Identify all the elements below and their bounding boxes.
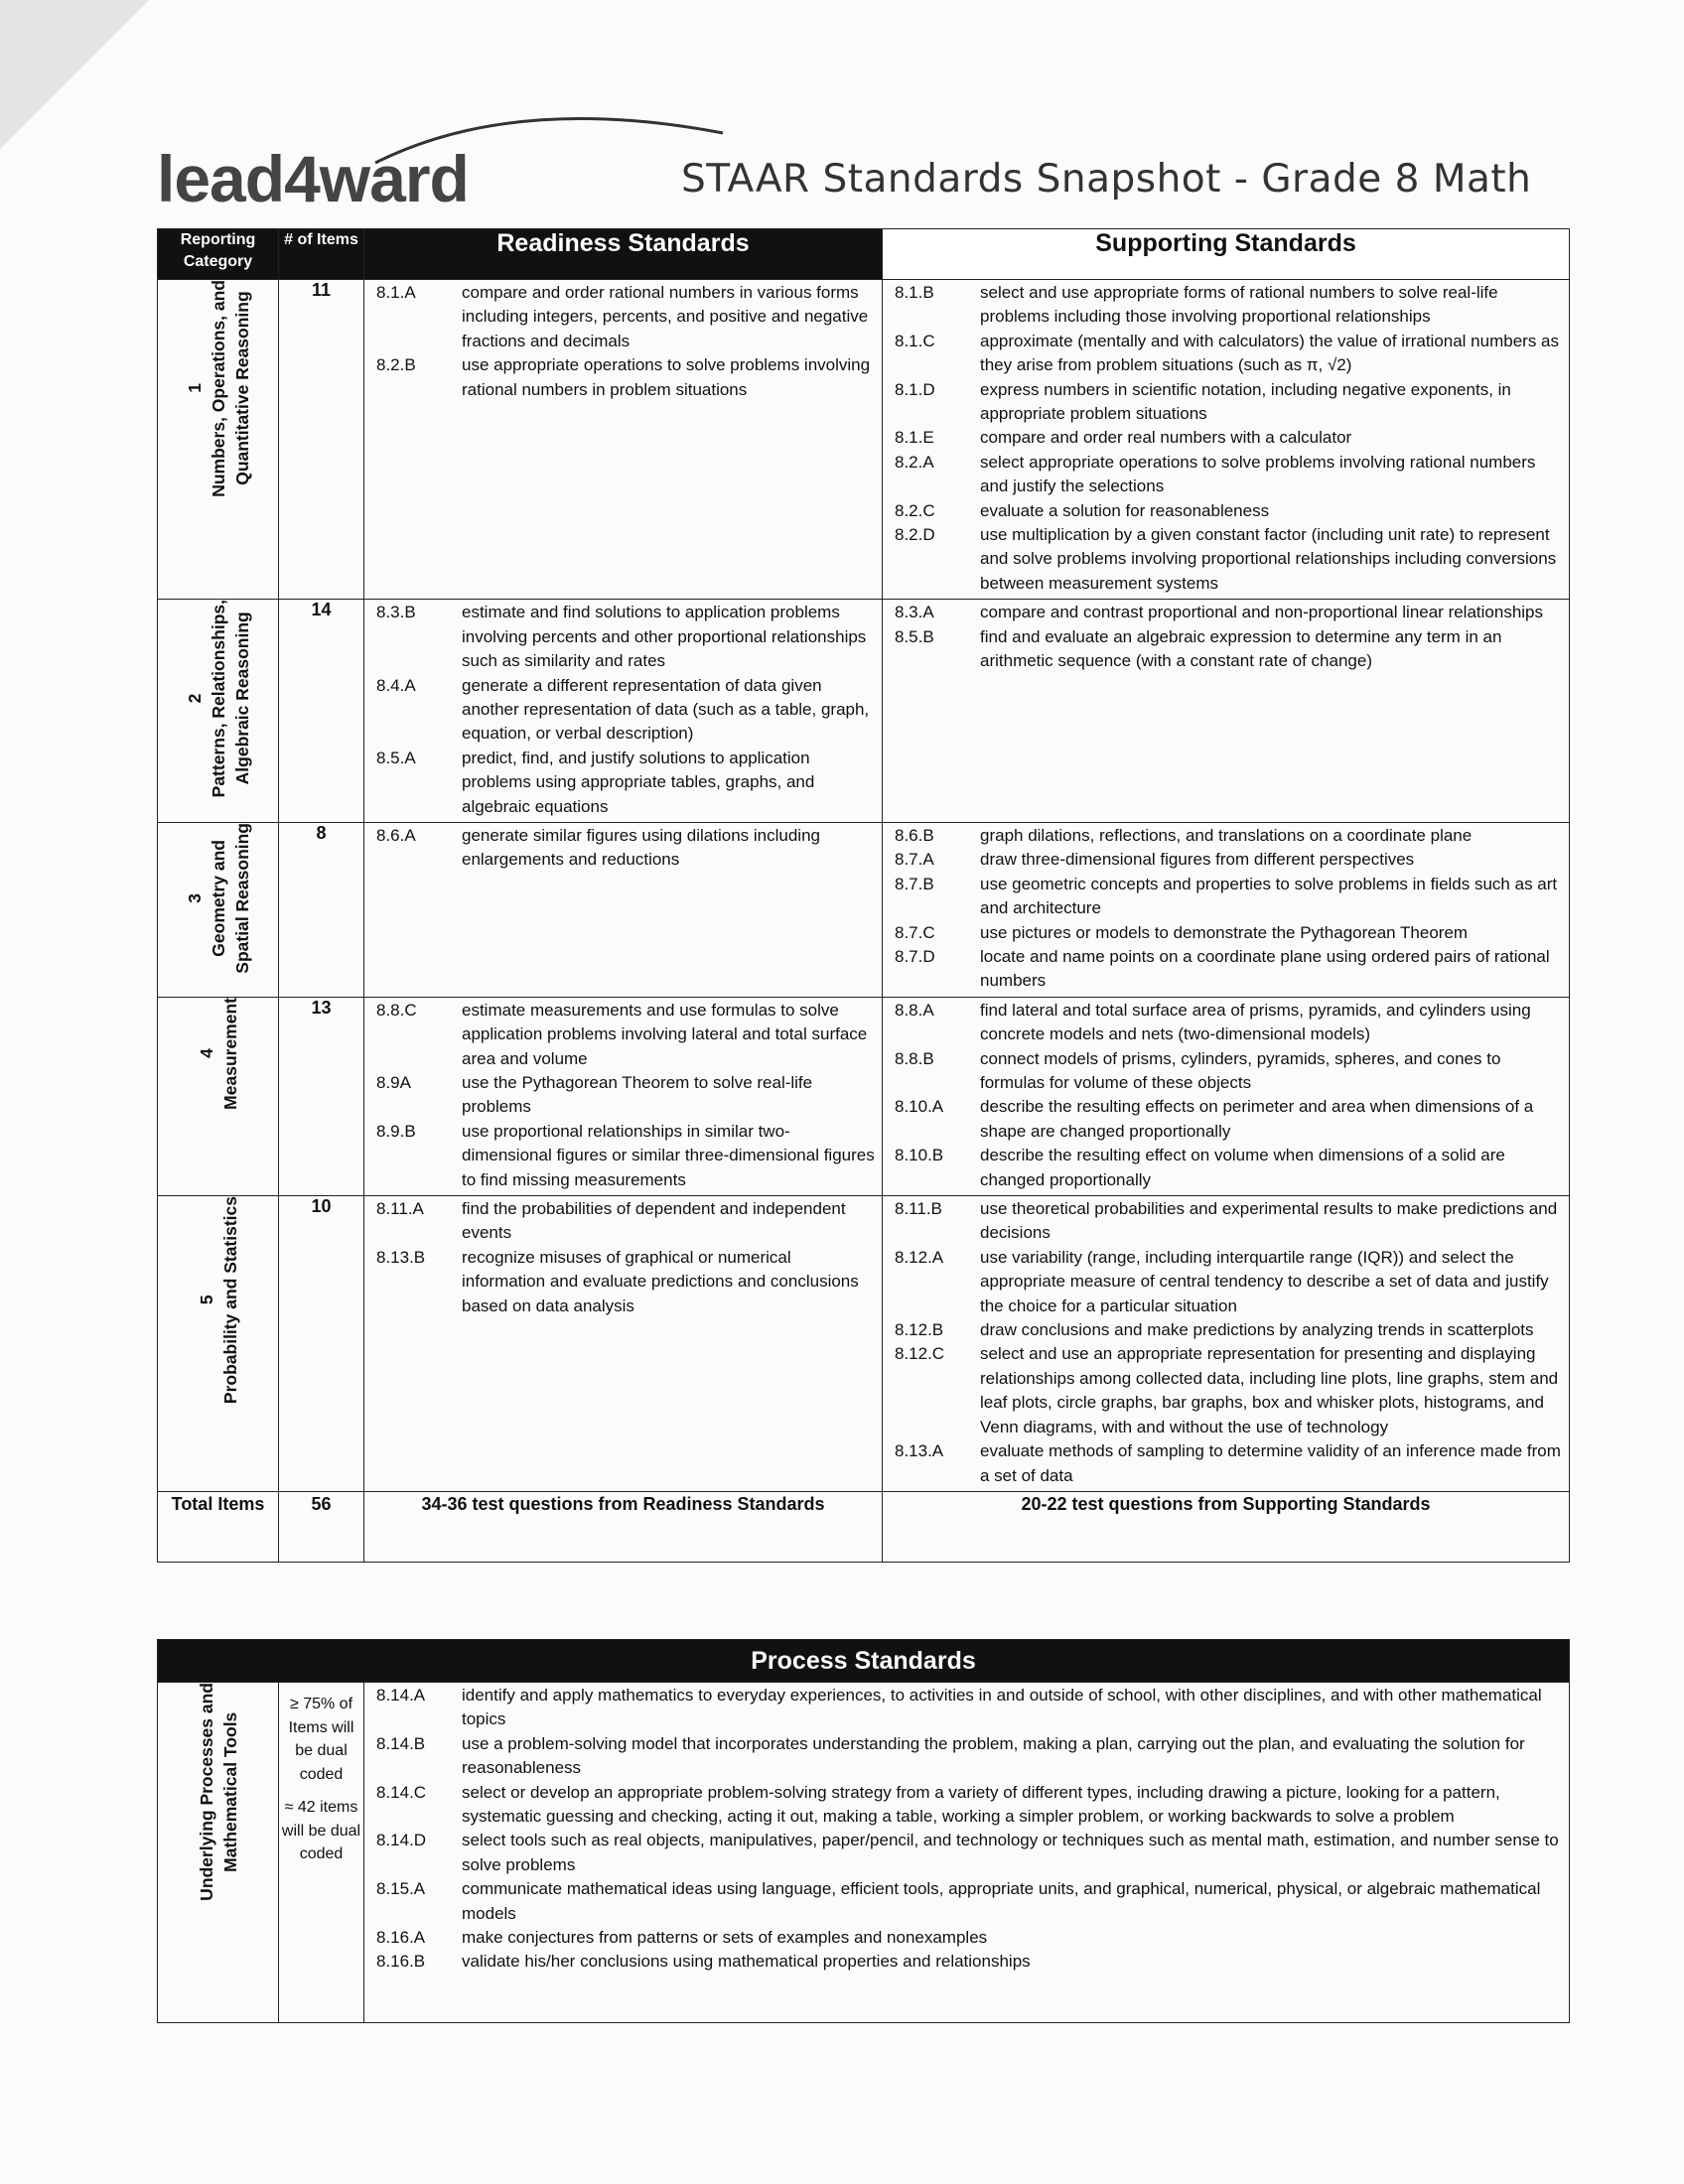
standard-item <box>895 523 1563 596</box>
process-category-label: Underlying Processes and Mathematical Tools <box>196 1683 240 1901</box>
page-title: STAAR Standards Snapshot - Grade 8 Math <box>681 157 1532 202</box>
standard-item <box>376 353 876 402</box>
standard-code: 8.1.E <box>895 428 934 448</box>
standard-item <box>376 601 876 673</box>
standard-code: 8.7.D <box>895 946 935 966</box>
standard-item <box>895 625 1563 674</box>
standard-code: 8.8.C <box>376 1000 417 1020</box>
standard-code: 8.13.B <box>376 1247 426 1267</box>
category-cell <box>158 822 279 997</box>
standard-description: select or develop an appropriate problem-solving strategy from a variety of different types, including drawing a picture, looking for a pattern, systematic guessing and checking, acting it out, making a table, working a simpler problem, or working backwards to solve a problem <box>462 1782 1500 1827</box>
category-row <box>158 280 1570 600</box>
standard-code: 8.7.C <box>895 922 935 942</box>
process-note-cell <box>279 1683 364 2023</box>
standard-code: 8.15.A <box>376 1879 426 1899</box>
standard-item <box>895 1342 1563 1439</box>
category-item-count: 13 <box>279 997 364 1195</box>
category-item-count: 8 <box>279 822 364 997</box>
standard-code: 8.2.D <box>895 525 935 545</box>
standards-table <box>157 228 1570 1563</box>
supporting-list <box>883 998 1569 1195</box>
standard-code: 8.1.A <box>376 283 416 302</box>
standard-item <box>895 499 1563 523</box>
standard-description: use pictures or models to demonstrate the Pythagorean Theorem <box>980 922 1469 942</box>
supporting-cell <box>883 997 1570 1195</box>
standard-code: 8.2.C <box>895 500 935 520</box>
standard-code: 8.12.B <box>895 1320 944 1340</box>
category-cell <box>158 1196 279 1492</box>
category-row <box>158 822 1570 997</box>
standard-item <box>376 1246 876 1318</box>
supporting-list <box>883 600 1569 676</box>
standard-description: use appropriate operations to solve problems involving rational numbers in problem situations <box>462 355 871 399</box>
standard-description: generate similar figures using dilations including enlargements and reductions <box>462 825 820 870</box>
standard-description: use theoretical probabilities and experimental results to make predictions and decisions <box>980 1199 1558 1243</box>
standard-item <box>895 824 1563 848</box>
standard-code: 8.16.B <box>376 1952 426 1972</box>
standard-code: 8.11.A <box>376 1199 424 1219</box>
page-fold-corner <box>0 0 149 149</box>
standard-code: 8.3.A <box>895 603 934 622</box>
standard-code: 8.1.D <box>895 379 935 399</box>
process-standards-list <box>364 1683 1569 1978</box>
readiness-list <box>364 600 882 822</box>
category-label: 5 Probability and Statistics <box>196 1196 240 1405</box>
standard-description: draw three-dimensional figures from different perspectives <box>980 850 1415 870</box>
page-header <box>157 101 1567 215</box>
readiness-list <box>364 998 882 1195</box>
standard-item <box>376 1197 876 1246</box>
category-row <box>158 997 1570 1195</box>
standard-item <box>895 378 1563 427</box>
standard-description: evaluate methods of sampling to determine validity of an inference made from a set of data <box>980 1441 1561 1485</box>
category-row <box>158 600 1570 823</box>
category-cell <box>158 997 279 1195</box>
standard-description: select and use an appropriate representation for presenting and displaying relationships among collected data, including line plots, line graphs, stem and leaf plots, circle graphs, bar graphs, box and whisker plots, histograms, and Venn diagrams, with and without the use of technology <box>980 1344 1559 1436</box>
standard-code: 8.14.A <box>376 1686 426 1705</box>
standard-item <box>895 601 1563 624</box>
standard-description: select appropriate operations to solve problems involving rational numbers and justify the selections <box>980 452 1536 496</box>
standard-item <box>895 1047 1563 1096</box>
standard-description: find lateral and total surface area of prisms, pyramids, and cylinders using concrete models and nets (two-dimensional models) <box>980 1000 1531 1044</box>
standard-description: recognize misuses of graphical or numerical information and evaluate predictions and conclusions based on data analysis <box>462 1247 859 1315</box>
supporting-list <box>883 1196 1569 1491</box>
standard-item <box>895 848 1563 872</box>
standard-item <box>376 674 876 747</box>
readiness-cell <box>364 822 883 997</box>
standard-description: predict, find, and justify solutions to application problems using appropriate tables, graphs, and algebraic equations <box>462 748 815 816</box>
standard-item <box>895 945 1563 994</box>
standard-item <box>895 281 1563 330</box>
standard-code: 8.1.B <box>895 283 934 302</box>
process-standards-table <box>157 1639 1570 2023</box>
process-note-2: ≈ 42 items will be dual coded <box>281 1799 361 1862</box>
standard-item <box>895 426 1563 450</box>
totals-readiness: 34-36 test questions from Readiness Standards <box>364 1491 883 1562</box>
standard-description: find the probabilities of dependent and independent events <box>462 1199 846 1243</box>
standard-code: 8.11.B <box>895 1199 942 1219</box>
category-item-count: 10 <box>279 1196 364 1492</box>
standard-code: 8.6.A <box>376 825 416 845</box>
standard-description: make conjectures from patterns or sets of examples and nonexamples <box>462 1928 988 1948</box>
category-label: 1 Numbers, Operations, and Quantitative Reasoning <box>184 280 252 497</box>
standard-code: 8.10.A <box>895 1097 944 1117</box>
standard-description: connect models of prisms, cylinders, pyramids, spheres, and cones to formulas for volume of these objects <box>980 1048 1501 1092</box>
standard-item <box>895 921 1563 945</box>
totals-label: Total Items <box>158 1491 279 1562</box>
standard-item <box>895 330 1563 378</box>
standard-description: identify and apply mathematics to everyday experiences, to activities in and outside of school, with other disciplines, and with other mathematical topics <box>462 1686 1542 1729</box>
standard-description: use proportional relationships in similar two-dimensional figures or similar three-dimensional figures to find missing measurements <box>462 1121 875 1189</box>
standard-description: express numbers in scientific notation, including negative exponents, in appropriate problem situations <box>980 379 1511 424</box>
standard-description: generate a different representation of data given another representation of data (such as a table, graph, equation, or verbal description) <box>462 675 870 744</box>
category-label: 3 Geometry and Spatial Reasoning <box>184 822 252 974</box>
standard-item <box>895 1144 1563 1192</box>
standard-description: estimate and find solutions to application problems involving percents and other proportional relationships such as similarity and rates <box>462 603 867 671</box>
standard-item <box>895 451 1563 499</box>
standard-item <box>895 1318 1563 1342</box>
standard-description: graph dilations, reflections, and translations on a coordinate plane <box>980 825 1473 845</box>
category-row <box>158 1196 1570 1492</box>
standard-code: 8.4.A <box>376 675 416 695</box>
standard-code: 8.3.B <box>376 603 416 622</box>
process-standard-item <box>376 1684 1563 1732</box>
standard-description: describe the resulting effects on perimeter and area when dimensions of a shape are changed proportionally <box>980 1097 1534 1141</box>
standard-description: evaluate a solution for reasonableness <box>980 500 1270 520</box>
header-reporting-category: Reporting Category <box>158 229 279 280</box>
standard-code: 8.8.A <box>895 1000 934 1020</box>
readiness-cell <box>364 600 883 823</box>
standard-item <box>895 999 1563 1047</box>
logo: lead4ward <box>157 142 469 215</box>
header-num-items: # of Items <box>279 229 364 280</box>
supporting-cell <box>883 1196 1570 1492</box>
standard-description: use variability (range, including interquartile range (IQR)) and select the appropriate measure of central tendency to describe a set of data and justify the choice for a particular situation <box>980 1247 1549 1315</box>
header-readiness: Readiness Standards <box>364 229 883 280</box>
standard-description: compare and contrast proportional and non-proportional linear relationships <box>980 603 1544 622</box>
standard-description: use geometric concepts and properties to solve problems in fields such as art and architecture <box>980 874 1558 918</box>
header-supporting: Supporting Standards <box>883 229 1570 280</box>
standard-code: 8.14.D <box>376 1831 427 1850</box>
standard-code: 8.2.B <box>376 355 416 375</box>
standard-item <box>376 281 876 353</box>
process-title: Process Standards <box>158 1640 1570 1683</box>
category-item-count: 14 <box>279 600 364 823</box>
standard-description: describe the resulting effect on volume when dimensions of a solid are changed proportionally <box>980 1146 1505 1189</box>
category-label: 4 Measurement <box>196 997 240 1110</box>
standard-description: use the Pythagorean Theorem to solve real-life problems <box>462 1073 813 1117</box>
standard-description: compare and order rational numbers in various forms including integers, percents, and positive and negative fractions and decimals <box>462 283 869 350</box>
standard-code: 8.5.A <box>376 748 416 767</box>
standard-code: 8.7.A <box>895 850 934 870</box>
process-standard-item <box>376 1732 1563 1781</box>
standard-code: 8.9A <box>376 1073 411 1092</box>
standard-description: select tools such as real objects, manipulatives, paper/pencil, and technology or techniques such as mental math, estimation, and number sense to solve problems <box>462 1831 1559 1874</box>
standard-item <box>376 824 876 873</box>
standard-item <box>376 1071 876 1120</box>
standard-item <box>895 1095 1563 1144</box>
standard-item <box>895 1439 1563 1488</box>
readiness-cell <box>364 280 883 600</box>
readiness-list <box>364 823 882 876</box>
standard-description: find and evaluate an algebraic expression to determine any term in an arithmetic sequence (with a constant rate of change) <box>980 626 1502 671</box>
standard-code: 8.14.B <box>376 1733 426 1753</box>
standard-item <box>376 747 876 819</box>
readiness-cell <box>364 1196 883 1492</box>
standard-code: 8.7.B <box>895 874 934 893</box>
standard-code: 8.1.C <box>895 331 935 350</box>
standard-description: select and use appropriate forms of rational numbers to solve real-life problems including those involving proportional relationships <box>980 283 1498 327</box>
standard-code: 8.14.C <box>376 1782 427 1802</box>
supporting-cell <box>883 822 1570 997</box>
standard-description: approximate (mentally and with calculators) the value of irrational numbers as they arise from problem situations (such as π, √2) <box>980 331 1559 375</box>
standard-code: 8.12.A <box>895 1247 944 1267</box>
standard-description: validate his/her conclusions using mathematical properties and relationships <box>462 1952 1031 1972</box>
readiness-cell <box>364 997 883 1195</box>
process-note-1: ≥ 75% of Items will be dual coded <box>288 1696 354 1783</box>
readiness-list <box>364 280 882 405</box>
process-standards-cell <box>364 1683 1570 2023</box>
process-category-cell <box>158 1683 279 2023</box>
standard-code: 8.5.B <box>895 626 934 646</box>
process-standard-item <box>376 1829 1563 1877</box>
supporting-list <box>883 823 1569 997</box>
standard-description: estimate measurements and use formulas to solve application problems involving lateral and total surface area and volume <box>462 1000 868 1068</box>
standard-description: use multiplication by a given constant factor (including unit rate) to represent and solve problems involving proportional relationships including conversions between measurement systems <box>980 525 1557 593</box>
process-standard-item <box>376 1926 1563 1950</box>
standard-code: 8.9.B <box>376 1121 416 1141</box>
standard-code: 8.16.A <box>376 1928 426 1948</box>
standard-code: 8.6.B <box>895 825 934 845</box>
process-standard-item <box>376 1877 1563 1926</box>
standard-item <box>895 1246 1563 1318</box>
standard-code: 8.8.B <box>895 1048 934 1068</box>
supporting-cell <box>883 280 1570 600</box>
category-item-count: 11 <box>279 280 364 600</box>
supporting-cell <box>883 600 1570 823</box>
standard-item <box>376 1120 876 1192</box>
process-standard-item <box>376 1950 1563 1974</box>
standard-item <box>895 873 1563 921</box>
category-cell <box>158 600 279 823</box>
standard-code: 8.12.C <box>895 1344 945 1364</box>
category-cell <box>158 280 279 600</box>
process-standard-item <box>376 1781 1563 1830</box>
standard-item <box>376 999 876 1071</box>
totals-supporting: 20-22 test questions from Supporting Standards <box>883 1491 1570 1562</box>
table-header-row <box>158 229 1570 280</box>
totals-row <box>158 1491 1570 1562</box>
standard-description: draw conclusions and make predictions by analyzing trends in scatterplots <box>980 1320 1534 1340</box>
standard-description: communicate mathematical ideas using language, efficient tools, appropriate units, and graphical, numerical, physical, or algebraic mathematical models <box>462 1879 1541 1923</box>
supporting-list <box>883 280 1569 599</box>
category-label: 2 Patterns, Relationships, Algebraic Reasoning <box>184 600 252 798</box>
standard-code: 8.13.A <box>895 1441 944 1461</box>
standard-code: 8.2.A <box>895 452 934 472</box>
standard-item <box>895 1197 1563 1246</box>
standard-description: use a problem-solving model that incorporates understanding the problem, making a plan, carrying out the plan, and evaluating the solution for reasonableness <box>462 1733 1525 1778</box>
readiness-list <box>364 1196 882 1321</box>
standard-description: compare and order real numbers with a calculator <box>980 428 1352 448</box>
standard-description: locate and name points on a coordinate plane using ordered pairs of rational numbers <box>980 946 1550 991</box>
totals-count: 56 <box>279 1491 364 1562</box>
standard-code: 8.10.B <box>895 1146 944 1165</box>
